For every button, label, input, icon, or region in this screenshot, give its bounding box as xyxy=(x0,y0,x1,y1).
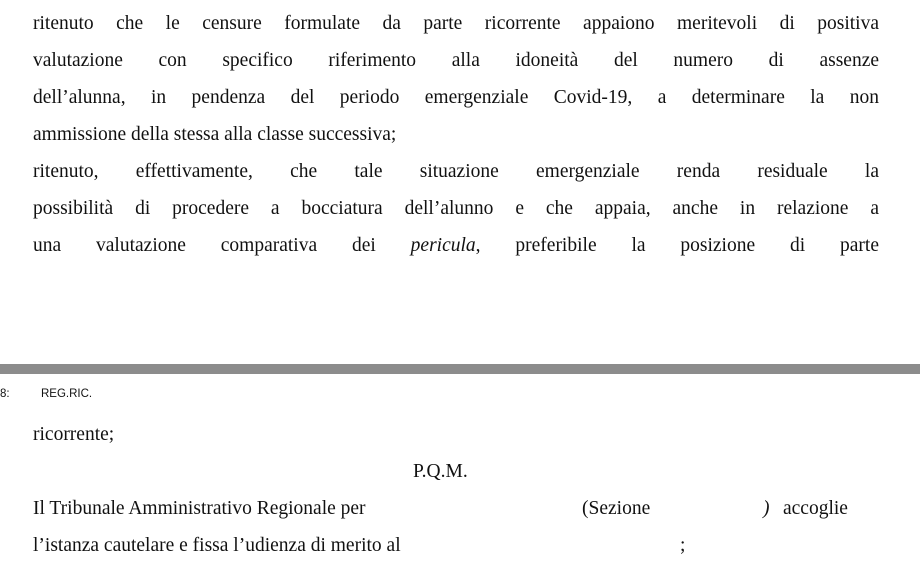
pericula-italic: pericula xyxy=(410,235,476,256)
paragraph-line-2: valutazione con specifico riferimento alla idoneità del numero di assenze xyxy=(33,50,879,71)
page-header-reg-label: REG.RIC. xyxy=(41,388,93,400)
redacted-sezione xyxy=(662,499,754,519)
continuation-text: ricorrente; xyxy=(33,424,115,445)
paragraph-line-3: dell’alunna, in pendenza del periodo emergenziale Covid-19, a determinare la non xyxy=(33,87,879,108)
sezione-close: ) xyxy=(763,498,770,519)
redacted-date xyxy=(500,536,670,556)
paragraph-line-6: possibilità di procedere a bocciatura dell’alunno e che appaia, anche in relazione a xyxy=(33,198,879,219)
paragraph-line-1: ritenuto che le censure formulate da parte ricorrente appaiono meritevoli di positiva xyxy=(33,13,879,34)
final-punct: ; xyxy=(680,535,686,556)
sezione-open: (Sezione xyxy=(582,498,651,519)
accoglie-text: accoglie xyxy=(783,498,848,519)
page-header-number: 8: xyxy=(0,388,10,400)
final-text: l’istanza cautelare e fissa l’udienza di merito al xyxy=(33,535,401,556)
paragraph-line-7 xyxy=(33,236,879,256)
line-7-before: una valutazione comparativa dei xyxy=(33,235,411,256)
pqm-heading: P.Q.M. xyxy=(413,461,468,482)
paragraph-line-5: ritenuto, effettivamente, che tale situazione emergenziale renda residuale la xyxy=(33,161,879,182)
line-7-after: , preferibile la posizione di parte xyxy=(475,235,879,256)
paragraph-line-4: ammissione della stessa alla classe successiva; xyxy=(33,124,397,145)
page-break-divider xyxy=(0,364,920,374)
tribunal-text: Il Tribunale Amministrativo Regionale per xyxy=(33,498,366,519)
redacted-region xyxy=(466,499,576,519)
